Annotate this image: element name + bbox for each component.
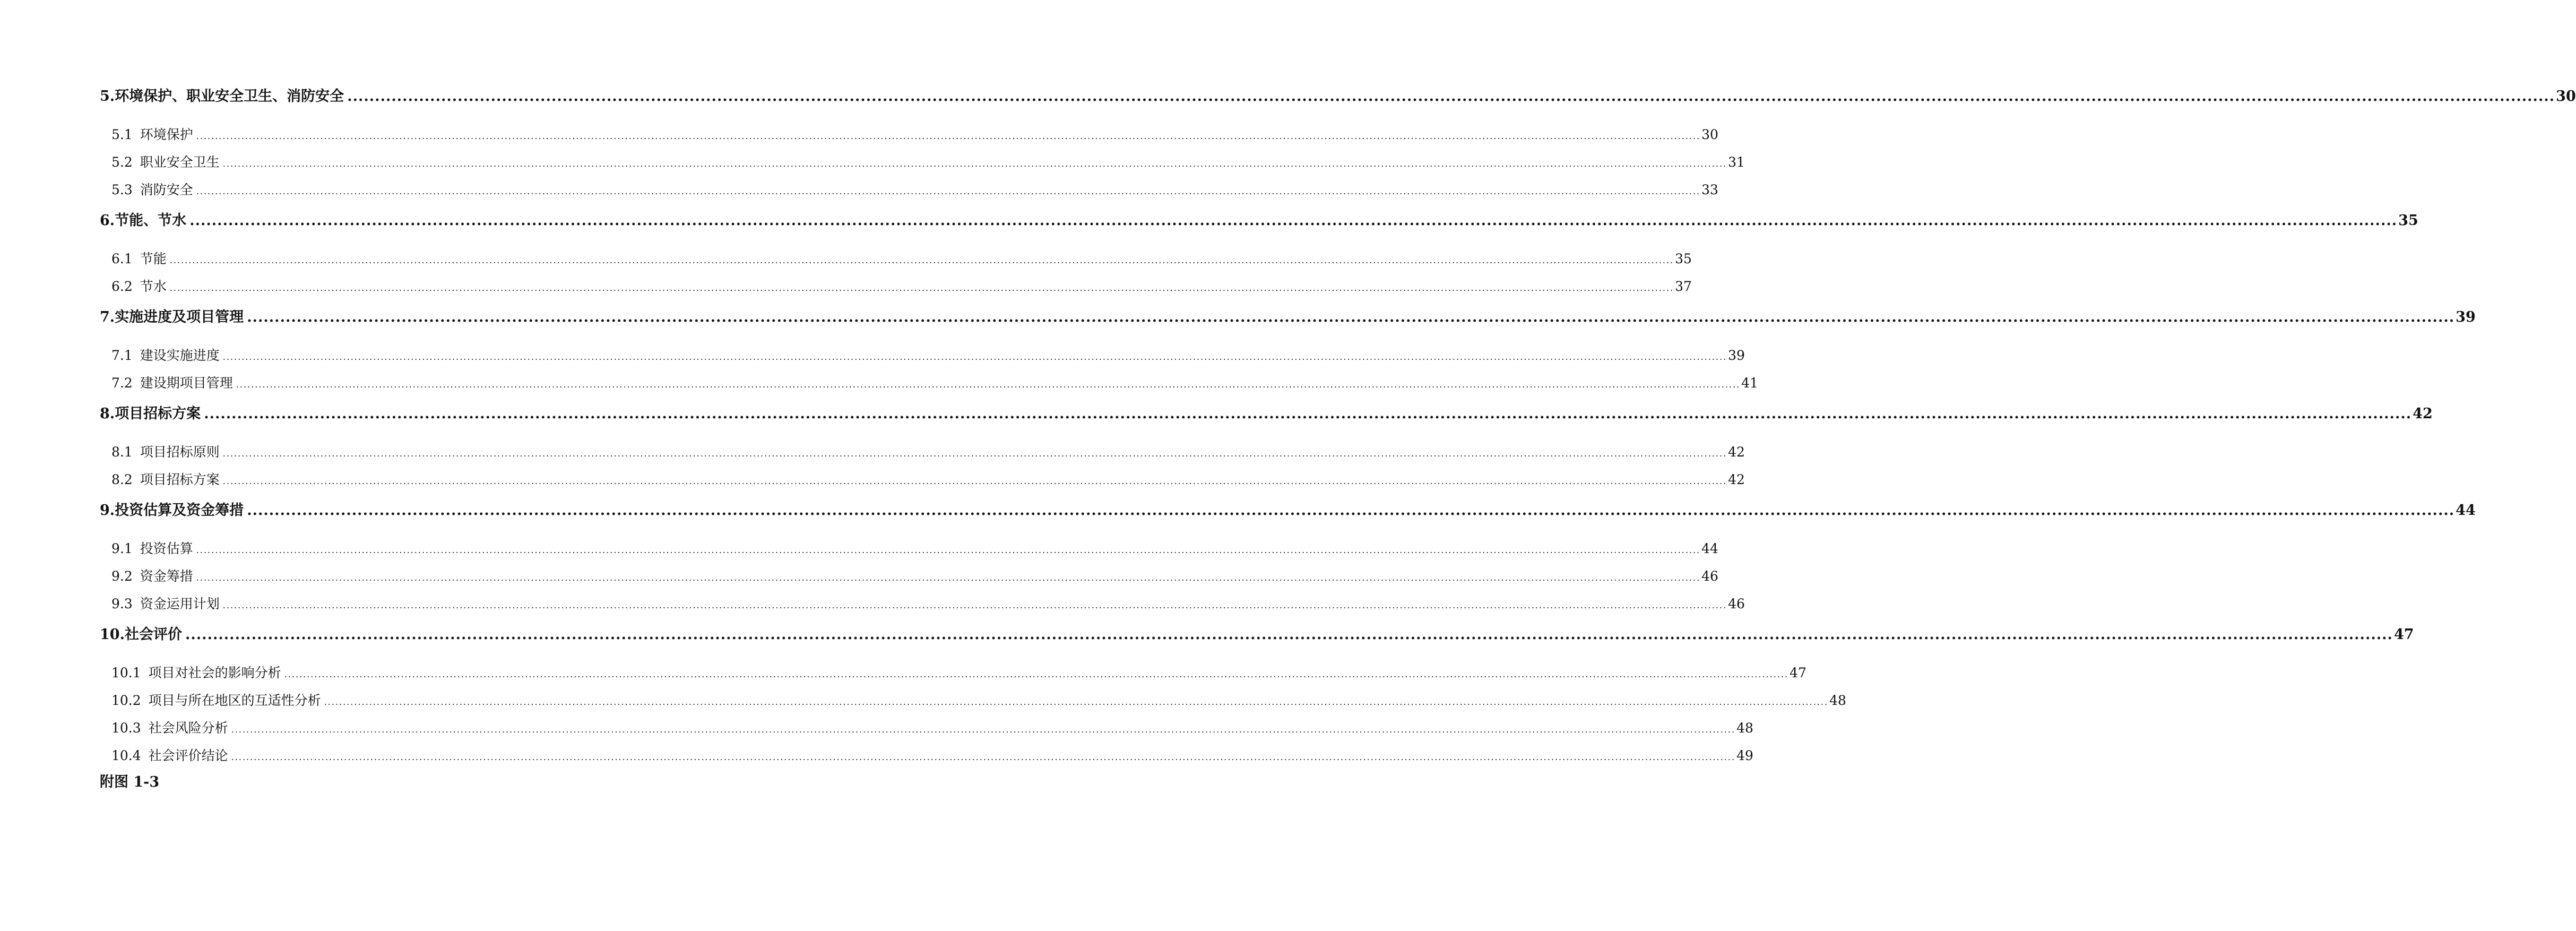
- toc-section-entry: [100, 149, 1745, 176]
- toc-chapter-entry: [100, 306, 2476, 329]
- section-page-number: 44: [1701, 541, 1718, 556]
- section-number: 5.2: [111, 154, 133, 170]
- section-number: 9.1: [111, 541, 133, 556]
- section-label: [111, 342, 220, 369]
- dot-leader: ................................................................................................................................................................................................................................................................................................................................................................................................................: [222, 476, 1727, 486]
- dot-leader: ................................................................................................................................................................................................................................................................................................................................................................................................................: [196, 131, 1701, 141]
- dot-leader: ................................................................................................................................................................................................................................................................................................................................................................................................................: [169, 283, 1674, 293]
- section-number: 5.3: [111, 182, 133, 197]
- chapter-number: 6.: [100, 212, 115, 229]
- section-label: [111, 659, 281, 687]
- section-title: 社会评价结论: [148, 748, 228, 763]
- dot-leader: ................................................................................................................................................................................................................................................................................................................................................................................................................: [222, 449, 1727, 459]
- section-title: 职业安全卫生: [140, 154, 220, 170]
- dot-leader: ................................................................................................................................................................................................................................................................................................................................................................................................................: [204, 406, 2412, 422]
- chapter-number: 5.: [100, 88, 115, 105]
- toc-section-entry: [100, 714, 1753, 742]
- chapter-number: 9.: [100, 502, 115, 519]
- dot-leader: ................................................................................................................................................................................................................................................................................................................................................................................................................: [231, 752, 1736, 762]
- section-page-number: 46: [1728, 596, 1745, 611]
- section-title: 社会风险分析: [148, 720, 228, 736]
- dot-leader: ................................................................................................................................................................................................................................................................................................................................................................................................................: [222, 352, 1727, 362]
- section-label: [111, 273, 167, 300]
- section-number: 6.1: [111, 251, 133, 266]
- chapter-page-number: 30: [2556, 88, 2576, 105]
- section-title: 项目对社会的影响分析: [148, 665, 281, 680]
- dot-leader: ................................................................................................................................................................................................................................................................................................................................................................................................................: [347, 88, 2555, 105]
- dot-leader: ................................................................................................................................................................................................................................................................................................................................................................................................................: [196, 186, 1701, 196]
- section-label: [111, 149, 220, 176]
- toc-section-entry: [100, 438, 1745, 466]
- chapter-page-number: 39: [2456, 309, 2476, 325]
- chapter-title: 环境保护、职业安全卫生、消防安全: [115, 88, 344, 105]
- chapter-label: [100, 306, 244, 329]
- toc-section-entry: [100, 466, 1745, 494]
- section-label: [111, 742, 228, 770]
- section-label: [111, 687, 321, 714]
- section-page-number: 48: [1736, 720, 1753, 736]
- section-title: 资金筹措: [140, 568, 193, 584]
- section-page-number: 35: [1675, 251, 1692, 266]
- dot-leader: ................................................................................................................................................................................................................................................................................................................................................................................................................: [222, 600, 1727, 610]
- section-page-number: 46: [1701, 568, 1718, 584]
- toc-chapter-entry: [100, 209, 2418, 232]
- section-page-number: 31: [1728, 154, 1745, 170]
- section-title: 项目与所在地区的互适性分析: [148, 693, 321, 708]
- chapter-number: 8.: [100, 406, 115, 422]
- toc-chapter-entry: [100, 85, 2576, 108]
- dot-leader: ................................................................................................................................................................................................................................................................................................................................................................................................................: [169, 255, 1674, 265]
- dot-leader: ................................................................................................................................................................................................................................................................................................................................................................................................................: [324, 697, 1829, 707]
- section-page-number: 30: [1701, 127, 1718, 142]
- section-label: [111, 714, 228, 742]
- toc-section-entry: [100, 742, 1753, 770]
- section-page-number: 37: [1675, 279, 1692, 294]
- toc-section-entry: [100, 590, 1745, 618]
- section-label: [111, 369, 233, 397]
- chapter-page-number: 35: [2398, 212, 2418, 229]
- dot-leader: ................................................................................................................................................................................................................................................................................................................................................................................................................: [236, 380, 1741, 390]
- dot-leader: ................................................................................................................................................................................................................................................................................................................................................................................................................: [247, 309, 2455, 325]
- chapter-number: 10.: [100, 626, 125, 643]
- section-page-number: 48: [1829, 693, 1846, 708]
- toc-chapter-entry: [100, 499, 2476, 522]
- toc-chapter-entry: [100, 623, 2414, 646]
- chapter-label: [100, 623, 182, 646]
- section-number: 8.2: [111, 472, 133, 487]
- chapter-label: [100, 209, 186, 232]
- chapter-page-number: 44: [2456, 502, 2476, 519]
- dot-leader: ................................................................................................................................................................................................................................................................................................................................................................................................................: [196, 545, 1701, 555]
- section-label: [111, 590, 220, 618]
- section-number: 10.4: [111, 748, 141, 763]
- chapter-title: 实施进度及项目管理: [115, 309, 244, 325]
- toc-section-entry: [100, 369, 1758, 397]
- section-title: 项目招标方案: [140, 472, 220, 487]
- section-title: 节能: [140, 251, 167, 266]
- section-number: 6.2: [111, 279, 133, 294]
- chapter-title: 投资估算及资金筹措: [115, 502, 244, 519]
- section-title: 建设实施进度: [140, 348, 220, 363]
- section-title: 投资估算: [140, 541, 193, 556]
- section-page-number: 42: [1728, 472, 1745, 487]
- section-title: 节水: [140, 279, 167, 294]
- section-title: 项目招标原则: [140, 444, 220, 460]
- chapter-label: [100, 499, 244, 522]
- dot-leader: ................................................................................................................................................................................................................................................................................................................................................................................................................: [247, 502, 2455, 519]
- dot-leader: ................................................................................................................................................................................................................................................................................................................................................................................................................: [189, 212, 2398, 229]
- chapter-title: 社会评价: [124, 626, 182, 643]
- chapter-page-number: 42: [2413, 406, 2433, 422]
- section-number: 7.1: [111, 348, 133, 363]
- appendix-entry: 附图 1-3: [100, 774, 160, 790]
- table-of-contents: [100, 85, 2576, 793]
- dot-leader: ................................................................................................................................................................................................................................................................................................................................................................................................................: [222, 159, 1727, 169]
- section-page-number: 33: [1701, 182, 1718, 197]
- section-number: 10.1: [111, 665, 141, 680]
- toc-section-entry: [100, 245, 1692, 273]
- toc-section-entry: [100, 121, 1718, 149]
- section-number: 7.2: [111, 375, 133, 391]
- section-page-number: 49: [1736, 748, 1753, 763]
- section-label: [111, 438, 220, 466]
- section-page-number: 42: [1728, 444, 1745, 460]
- toc-section-entry: [100, 535, 1718, 563]
- section-label: [111, 176, 193, 204]
- section-label: [111, 535, 193, 563]
- toc-section-entry: [100, 273, 1692, 300]
- section-label: [111, 466, 220, 494]
- toc-section-entry: [100, 176, 1718, 204]
- section-page-number: 39: [1728, 348, 1745, 363]
- dot-leader: ................................................................................................................................................................................................................................................................................................................................................................................................................: [231, 725, 1736, 735]
- dot-leader: ................................................................................................................................................................................................................................................................................................................................................................................................................: [284, 669, 1789, 679]
- section-label: [111, 245, 167, 273]
- section-number: 10.2: [111, 693, 141, 708]
- chapter-label: [100, 85, 344, 108]
- chapter-label: [100, 402, 201, 426]
- section-number: 9.3: [111, 596, 133, 611]
- chapter-number: 7.: [100, 309, 115, 325]
- toc-section-entry: [100, 687, 1846, 714]
- dot-leader: ................................................................................................................................................................................................................................................................................................................................................................................................................: [196, 573, 1701, 583]
- chapter-page-number: 47: [2393, 626, 2414, 643]
- section-page-number: 47: [1790, 665, 1806, 680]
- toc-section-entry: [100, 342, 1745, 369]
- section-title: 消防安全: [140, 182, 193, 197]
- section-number: 5.1: [111, 127, 133, 142]
- chapter-title: 项目招标方案: [115, 406, 201, 422]
- section-number: 10.3: [111, 720, 141, 736]
- chapter-title: 节能、节水: [115, 212, 187, 229]
- section-number: 9.2: [111, 568, 133, 584]
- toc-chapter-entry: [100, 402, 2433, 426]
- toc-section-entry: [100, 563, 1718, 590]
- section-title: 建设期项目管理: [140, 375, 233, 391]
- section-title: 环境保护: [140, 127, 193, 142]
- section-label: [111, 563, 193, 590]
- section-page-number: 41: [1741, 375, 1758, 391]
- section-number: 8.1: [111, 444, 133, 460]
- dot-leader: ................................................................................................................................................................................................................................................................................................................................................................................................................: [185, 626, 2393, 643]
- section-label: [111, 121, 193, 149]
- toc-section-entry: [100, 659, 1806, 687]
- section-title: 资金运用计划: [140, 596, 220, 611]
